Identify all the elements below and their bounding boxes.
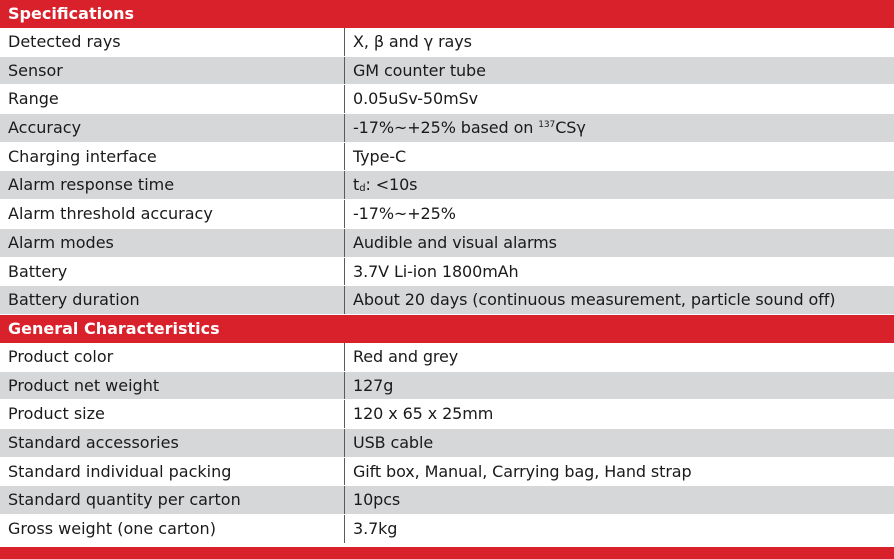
spec-value: -17%~+25% <box>353 204 456 224</box>
footer-bar <box>0 547 894 559</box>
spec-row-alarm-response-time <box>0 171 894 200</box>
spec-value <box>345 171 894 199</box>
spec-value: About 20 days (continuous measurement, particle sound off) <box>353 290 836 310</box>
spec-label: Standard quantity per carton <box>0 486 345 514</box>
spec-value <box>345 114 894 142</box>
spec-label: Standard accessories <box>0 429 345 457</box>
spec-row-charging-interface <box>0 143 894 172</box>
general-row-product-color <box>0 343 894 372</box>
spec-label: Alarm modes <box>0 229 345 257</box>
isotope-symbol: CSγ <box>555 118 586 138</box>
spec-label: Range <box>0 85 345 113</box>
spec-label: Standard individual packing <box>0 458 345 486</box>
spec-value: Gift box, Manual, Carrying bag, Hand strap <box>353 461 692 481</box>
spec-row-battery <box>0 258 894 287</box>
spec-label: Product color <box>0 343 345 371</box>
spec-value: X, β and γ rays <box>353 32 472 51</box>
spec-label: Product net weight <box>0 372 345 400</box>
spec-value: 0.05uSv-50mSv <box>353 89 479 109</box>
specifications-header: Specifications <box>0 0 894 28</box>
general-row-gross-weight <box>0 515 894 544</box>
spec-row-sensor <box>0 57 894 86</box>
spec-value: Red and grey <box>353 346 459 366</box>
spec-value: Type-C <box>353 146 407 166</box>
general-row-product-size <box>0 400 894 429</box>
general-characteristics-header: General Characteristics <box>0 315 894 343</box>
spec-row-battery-duration <box>0 286 894 315</box>
spec-value: 127g <box>353 375 394 395</box>
spec-value: 120 x 65 x 25mm <box>353 404 494 424</box>
spec-value: Audible and visual alarms <box>353 232 557 252</box>
general-row-standard-quantity-per-carton <box>0 486 894 515</box>
general-row-standard-accessories <box>0 429 894 458</box>
spec-label: Battery duration <box>0 286 345 314</box>
spec-row-alarm-modes <box>0 229 894 258</box>
spec-row-detected-rays <box>0 28 894 57</box>
isotope-mass-number: 137 <box>538 120 556 131</box>
spec-row-accuracy <box>0 114 894 143</box>
spec-label: Battery <box>0 258 345 286</box>
spec-row-range <box>0 85 894 114</box>
accuracy-value-text: -17%~+25% based on <box>353 118 539 138</box>
spec-label: Sensor <box>0 57 345 85</box>
spec-label: Product size <box>0 400 345 428</box>
spec-value: 3.7V Li-ion 1800mAh <box>353 261 519 281</box>
spec-label: Charging interface <box>0 143 345 171</box>
general-row-standard-individual-packing <box>0 458 894 487</box>
response-time-subscript: d <box>359 183 366 195</box>
spec-row-alarm-threshold-accuracy <box>0 200 894 229</box>
spec-label: Gross weight (one carton) <box>0 515 345 543</box>
spec-value: 3.7kg <box>353 519 398 538</box>
spec-value: USB cable <box>353 432 434 452</box>
spec-value: GM counter tube <box>353 60 486 80</box>
response-time-value: : <10s <box>365 175 418 195</box>
spec-value: 10pcs <box>353 490 401 510</box>
spec-label: Alarm response time <box>0 171 345 199</box>
spec-label: Accuracy <box>0 114 345 142</box>
spec-label: Alarm threshold accuracy <box>0 200 345 228</box>
spec-label: Detected rays <box>0 28 345 56</box>
general-row-product-net-weight <box>0 372 894 401</box>
response-time-symbol: t <box>353 175 360 195</box>
